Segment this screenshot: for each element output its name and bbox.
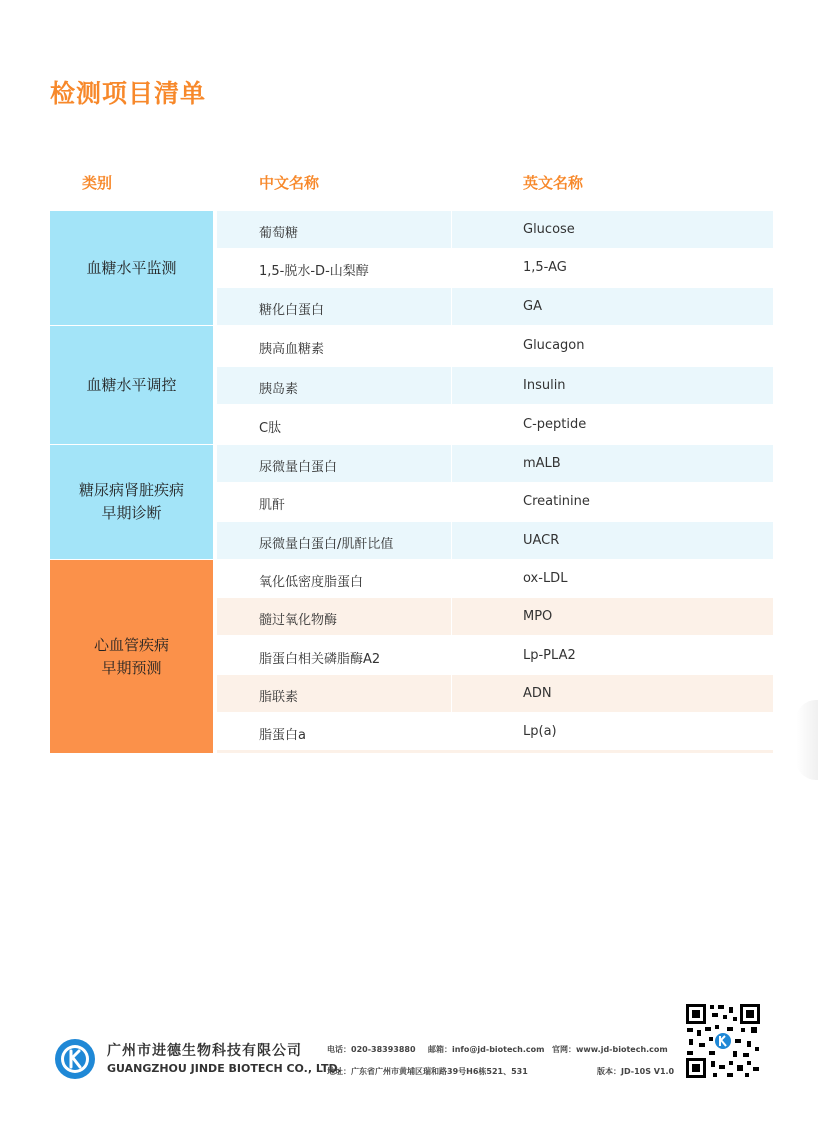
chinese-name-cell: 尿微量白蛋白/肌酐比值 — [259, 537, 394, 552]
english-name-cell: GA — [523, 299, 542, 314]
header-category: 类别 — [82, 174, 113, 192]
english-name-cell: ADN — [523, 686, 552, 701]
company-name-english: GUANGZHOU JINDE BIOTECH CO., LTD. — [107, 1062, 342, 1075]
english-name-cell: Lp(a) — [523, 724, 557, 739]
chinese-name-cell: 肌酐 — [259, 498, 286, 513]
version-text: 版本：JD-10S V1.0 — [597, 1067, 675, 1076]
footer — [0, 1000, 818, 1110]
chinese-name-cell: 氧化低密度脂蛋白 — [259, 575, 364, 590]
english-name-cell: Creatinine — [523, 494, 590, 509]
english-name-cell: Insulin — [523, 378, 566, 393]
category-cardiovascular: 心血管疾病 早期预测 — [50, 560, 213, 754]
jinde-logo-icon — [54, 1038, 96, 1084]
table-row — [217, 249, 773, 286]
chinese-name-cell: 1,5-脱水-D-山梨醇 — [259, 264, 369, 279]
category-glucose-regulation: 血糖水平调控 — [50, 326, 213, 445]
table-row — [217, 327, 773, 364]
english-name-cell: ox-LDL — [523, 571, 568, 586]
test-items-table — [50, 211, 774, 753]
email-text: 邮箱：info@jd-biotech.com — [428, 1045, 545, 1054]
table-row — [217, 675, 773, 712]
header-chinese-name: 中文名称 — [259, 174, 320, 192]
chinese-name-cell: 胰高血糖素 — [259, 342, 325, 357]
chinese-name-cell: 葡萄糖 — [259, 226, 299, 241]
chinese-name-cell: 胰岛素 — [259, 382, 299, 397]
category-diabetic-kidney: 糖尿病肾脏疾病 早期诊断 — [50, 445, 213, 560]
table-row — [217, 483, 773, 520]
table-row — [217, 367, 773, 404]
table-row — [217, 713, 773, 750]
chinese-name-cell: 髓过氧化物酶 — [259, 613, 338, 628]
qr-code-icon — [685, 1003, 761, 1083]
website-text: 官网：www.jd-biotech.com — [552, 1045, 668, 1054]
english-name-cell: Lp-PLA2 — [523, 648, 576, 663]
chinese-name-cell: 脂联素 — [259, 690, 299, 705]
chinese-name-cell: 脂蛋白a — [259, 728, 306, 743]
address-text: 地址：广东省广州市黄埔区瑞和路39号H6栋521、531 — [327, 1067, 528, 1076]
table-row — [217, 406, 773, 443]
table-row — [217, 560, 773, 597]
table-row — [217, 598, 773, 635]
english-name-cell: 1,5-AG — [523, 260, 567, 275]
table-row — [217, 288, 773, 325]
page-edge-shadow — [796, 700, 818, 780]
header-english-name: 英文名称 — [523, 174, 584, 192]
table-row — [217, 445, 773, 482]
english-name-cell: C-peptide — [523, 417, 587, 432]
english-name-cell: Glucagon — [523, 338, 585, 353]
phone-text: 电话：020-38393880 — [327, 1045, 416, 1054]
company-name-chinese: 广州市进德生物科技有限公司 — [107, 1043, 302, 1059]
table-row — [217, 637, 773, 674]
chinese-name-cell: C肽 — [259, 421, 282, 436]
category-glucose-monitoring: 血糖水平监测 — [50, 211, 213, 326]
table-bottom-border — [217, 750, 773, 753]
english-name-cell: Glucose — [523, 222, 575, 237]
english-name-cell: MPO — [523, 609, 553, 624]
chinese-name-cell: 尿微量白蛋白 — [259, 460, 338, 475]
english-name-cell: UACR — [523, 533, 560, 548]
chinese-name-cell: 糖化白蛋白 — [259, 303, 325, 318]
table-row — [217, 522, 773, 559]
page-title: 检测项目清单 — [50, 79, 207, 108]
chinese-name-cell: 脂蛋白相关磷脂酶A2 — [259, 652, 381, 667]
english-name-cell: mALB — [523, 456, 561, 471]
table-row — [217, 211, 773, 248]
